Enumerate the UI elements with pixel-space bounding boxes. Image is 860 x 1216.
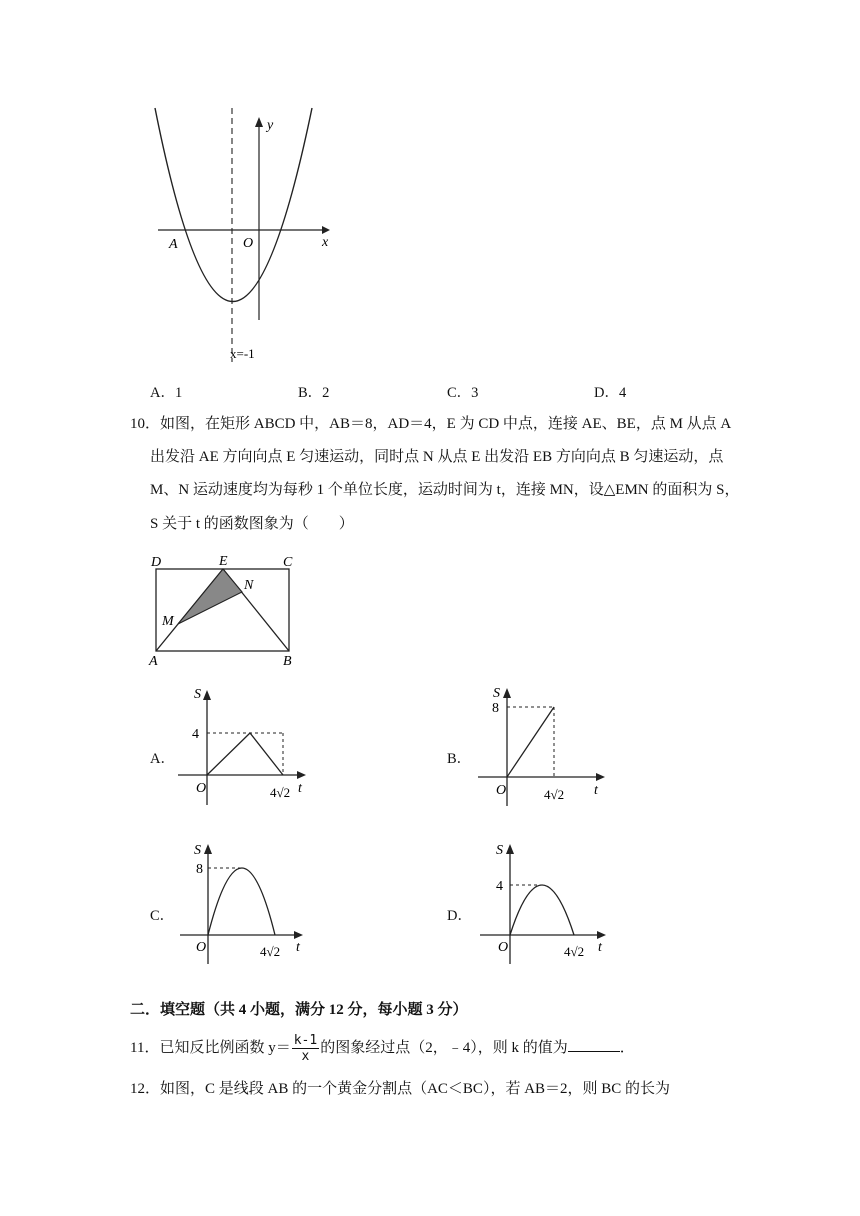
q10-choice-a-letter[interactable]: A． (150, 751, 175, 767)
q9-point-a-label: A (169, 237, 178, 252)
choice-d-t-end: 4√2 (564, 944, 585, 959)
q11 (130, 1033, 635, 1064)
q11-frac-denominator: x (301, 1049, 310, 1064)
q10-choice-d-graph[interactable] (472, 836, 622, 986)
choice-a-t-end: 4√2 (270, 785, 291, 800)
q10-choice-a-graph[interactable] (170, 680, 320, 830)
choice-c-origin: O (196, 940, 207, 955)
choice-c-t-end: 4√2 (260, 944, 281, 959)
choice-d-peak: 4 (496, 879, 503, 894)
q10-choice-c-letter[interactable]: C． (150, 908, 175, 924)
choice-b-peak: 8 (492, 701, 499, 716)
choice-c-s-label: S (194, 843, 201, 858)
q10-choice-b-graph[interactable] (470, 680, 620, 830)
choice-a-s-label: S (194, 687, 201, 702)
section-2-heading: 二．填空题（共 4 小题，满分 12 分，每小题 3 分） (130, 1002, 468, 1018)
fig-label-m: M (162, 614, 174, 629)
q10-line-3: M、N 运动速度均为每秒 1 个单位长度，运动时间为 t，连接 MN，设△EMN 的面积为 S， (150, 482, 740, 498)
q10-line-4: S 关于 t 的函数图象为（ ） (150, 516, 354, 532)
choice-b-t-end: 4√2 (544, 787, 565, 802)
q10-line-2: 出发沿 AE 方向向点 E 匀速运动，同时点 N 从点 E 出发沿 EB 方向向点 B 匀速运动，点 (150, 449, 724, 465)
q9-axis-line-label: x=-1 (230, 346, 255, 361)
q11-frac-numerator: k-1 (293, 1033, 318, 1048)
q11-answer-blank[interactable] (568, 1037, 620, 1052)
q11-suffix: 的图象经过点（2，﹣4），则 k 的值为 (320, 1039, 568, 1056)
choice-d-origin: O (498, 940, 509, 955)
q10-rectangle-figure (145, 548, 305, 670)
q11-prefix: 11．已知反比例函数 y＝ (130, 1039, 291, 1056)
q9-option-b[interactable]: B．2 (298, 385, 330, 401)
q9-option-a[interactable]: A．1 (150, 385, 183, 401)
fig-label-a: A (149, 654, 158, 669)
choice-a-peak: 4 (192, 727, 199, 742)
q9-x-label: x (322, 235, 329, 250)
choice-d-s-label: S (496, 843, 503, 858)
q10-choice-d-letter[interactable]: D． (447, 908, 472, 924)
fig-label-b: B (283, 654, 292, 669)
q9-option-c[interactable]: C．3 (447, 385, 479, 401)
choice-a-origin: O (196, 781, 207, 796)
fig-label-d: D (151, 555, 162, 570)
fig-label-c: C (283, 555, 293, 570)
q9-y-label: y (267, 118, 274, 133)
q12-text: 12．如图，C 是线段 AB 的一个黄金分割点（AC＜BC），若 AB＝2，则 BC 的长为 (130, 1081, 671, 1097)
choice-c-t-label: t (296, 940, 300, 955)
fig-label-e: E (219, 554, 228, 569)
choice-b-t-label: t (594, 783, 598, 798)
q10-line-1: 10．如图，在矩形 ABCD 中，AB＝8，AD＝4，E 为 CD 中点，连接 AE、BE，点 M 从点 A (130, 416, 732, 432)
choice-d-t-label: t (598, 940, 602, 955)
q9-option-d[interactable]: D．4 (594, 385, 627, 401)
q9-origin-label: O (243, 236, 254, 251)
choice-c-peak: 8 (196, 862, 203, 877)
q10-choice-b-letter[interactable]: B． (447, 751, 472, 767)
q9-parabola-graph (140, 100, 340, 370)
q11-end: ． (619, 1039, 635, 1056)
choice-b-origin: O (496, 783, 507, 798)
q10-choice-c-graph[interactable] (172, 836, 322, 986)
fig-label-n: N (244, 578, 254, 593)
choice-b-s-label: S (493, 686, 500, 701)
q11-fraction (292, 1033, 319, 1064)
choice-a-t-label: t (298, 781, 302, 796)
